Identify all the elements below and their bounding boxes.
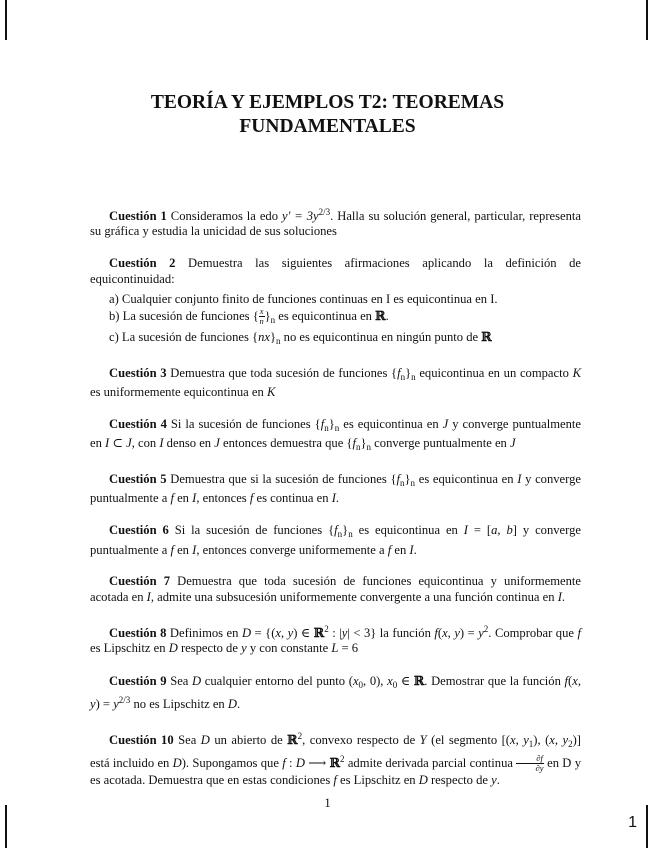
question-2-items xyxy=(90,292,581,349)
document-title xyxy=(90,91,565,139)
question-2-item-a: a) Cualquier conjunto finito de funciones continuas en I es equicontinua en I. xyxy=(109,292,498,307)
question-2 xyxy=(90,256,581,349)
question-6-label: Cuestión 6 xyxy=(109,523,169,538)
document-body xyxy=(90,205,581,805)
crop-mark-top-right xyxy=(646,0,648,40)
crop-mark-top-left xyxy=(5,0,7,40)
page-number: 1 xyxy=(324,796,331,810)
question-2-item-b: b) La sucesión de funciones { $\frac{x}{n}$ }$_n$ es equicontinua en ℝ. xyxy=(109,306,389,327)
question-7-label: Cuestión 7 xyxy=(109,574,170,589)
question-1-text: Cuestión 1 Consideramos la edo $y' = 3y^{2/3}$. Halla su solución general, particular, representa su gráfica y estudia la unicidad de sus soluciones xyxy=(90,207,581,239)
question-8 xyxy=(90,622,581,657)
fraction-partial-f-partial-y: $\frac{\partial f}{\partial y}$ xyxy=(516,754,544,773)
question-5-text: Cuestión 5 Demuestra que si la sucesión de funciones $\{f_n\}_n$ es equicontinua en I y converge puntualmente a f en I, entonces f es continua en I. xyxy=(90,472,581,506)
question-9 xyxy=(90,673,581,713)
question-5-label: Cuestión 5 xyxy=(109,472,167,487)
question-1-label: Cuestión 1 xyxy=(109,209,167,223)
question-9-text: Cuestión 9 Sea D cualquier entorno del punto ($x_0$, 0), $x_0$ ∈ ℝ. Demostrar que la función f(x, $y) = y^{2/3}$ no es Lipschitz en D. xyxy=(90,672,581,712)
question-10-label: Cuestión 10 xyxy=(109,733,174,748)
fraction-x-over-n: $\frac{x}{n}$ xyxy=(259,306,264,327)
title-line-2: FUNDAMENTALES xyxy=(239,116,416,137)
title-line-1: TEORÍA Y EJEMPLOS T2: TEOREMAS xyxy=(150,92,505,113)
question-4 xyxy=(90,417,581,456)
question-8-label: Cuestión 8 xyxy=(109,625,167,640)
crop-mark-bottom-right xyxy=(646,805,648,848)
question-3 xyxy=(90,366,581,401)
question-7-text: Cuestión 7 Demuestra que toda sucesión de funciones equicontinua y uniformemente acotada en I, admite una subsucesión uniformemente convergente a una función continua en I. xyxy=(90,574,581,604)
question-8-text: Cuestión 8 Definimos en D = {(x, y) ∈ ℝ$^2$ : |y| < 3} la función f(x, $y) = y^2$. Comprobar que f es Lipschitz en D respecto de y y con constante L = 6 xyxy=(90,623,581,656)
question-2-text: Cuestión 2 Demuestra las siguientes afirmaciones aplicando la definición de equicontinuidad: xyxy=(90,256,581,286)
question-3-text: Cuestión 3 Demuestra que toda sucesión de funciones $\{f_n\}_n$ equicontinua en un compacto K es uniformemente equicontinua en K xyxy=(90,365,581,400)
question-9-label: Cuestión 9 xyxy=(109,673,167,688)
question-10-text: Cuestión 10 Sea D un abierto de ℝ$^2$, convexo respecto de Y (el segmento [(x, $y_1$), (x, $y_2$)] está incluido en D). Supongamos que f : D ⟶ ℝ$^2$ admite derivada parcial continua $\frac{\partial f}{\partial y}$ en D y es acotada. Demuestra que en estas condiciones f es Lipschitz en D respecto de y. xyxy=(90,731,581,788)
question-10 xyxy=(90,729,581,789)
question-3-label: Cuestión 3 xyxy=(109,365,167,380)
question-6-text: Cuestión 6 Si la sucesión de funciones $\{f_n\}_n$ es equicontinua en I = [a, b] y converge puntualmente a f en I, entonces converge uniformemente a f en I. xyxy=(90,523,581,557)
question-2-item-c: c) La sucesión de funciones $\{nx\}_n$ no es equicontinua en ningún punto de ℝ xyxy=(109,328,492,346)
question-1 xyxy=(90,205,581,240)
question-7 xyxy=(90,574,581,605)
question-4-label: Cuestión 4 xyxy=(109,416,167,431)
question-6 xyxy=(90,523,581,558)
viewer-page-indicator: 1 xyxy=(628,814,637,831)
crop-mark-bottom-left xyxy=(5,805,7,848)
question-5 xyxy=(90,472,581,507)
question-4-text: Cuestión 4 Si la sucesión de funciones $\{f_n\}_n$ es equicontinua en J y converge puntualmente en I ⊂ J, con I denso en J entonces demuestra que $\{f_n\}_n$ converge puntualmente en J xyxy=(90,416,581,453)
question-2-label: Cuestión 2 xyxy=(109,256,176,271)
